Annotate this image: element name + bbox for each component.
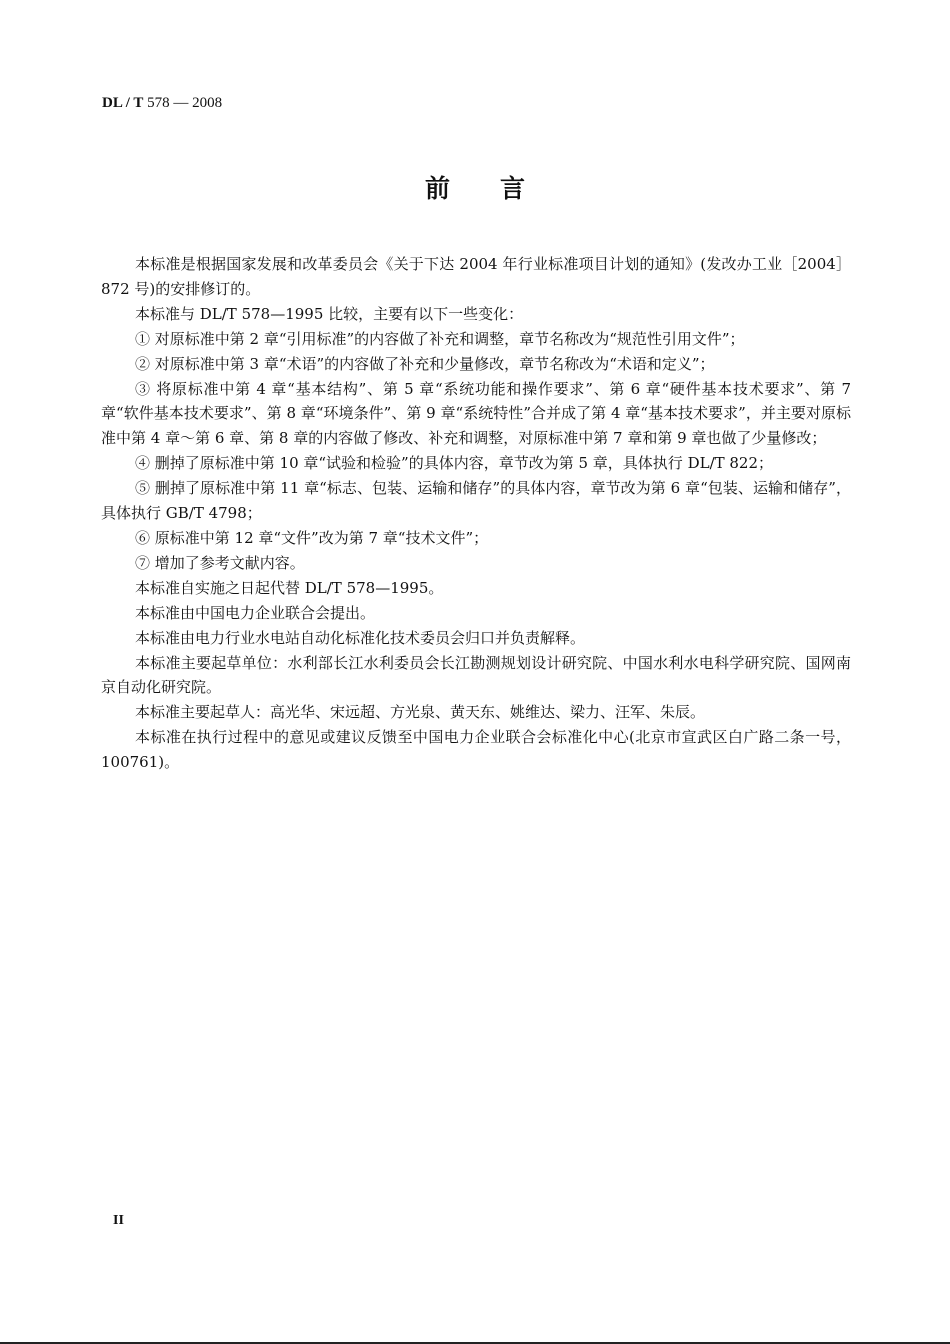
standard-code-prefix: DL / T [102,95,144,111]
change-item-4: ④ 删掉了原标准中第 10 章“试验和检验”的具体内容，章节改为第 5 章，具体执行 DL/T 822； [135,454,774,473]
paragraph-2: 本标准与 DL/T 578—1995 比较，主要有以下一些变化： [135,304,524,323]
change-item-2: ② 对原标准中第 3 章“术语”的内容做了补充和少量修改，章节名称改为“术语和定义”； [135,354,715,373]
paragraph-drafting-units: 本标准主要起草单位：水利部长江水利委员会长江勘测规划设计研究院、中国水利水电科学研究院、国网南京自动化研究院。 [101,653,851,697]
page-title: 前言 [424,174,575,203]
paragraph-feedback: 本标准在执行过程中的意见或建议反馈至中国电力企业联合会标准化中心(北京市宣武区白广路二条一号，100761)。 [101,728,851,772]
paragraph-proposer: 本标准由中国电力企业联合会提出。 [135,603,376,622]
paragraph-replaces: 本标准自实施之日起代替 DL/T 578—1995。 [135,578,444,597]
paragraph-drafters: 本标准主要起草人：高光华、宋远超、方光泉、黄天东、姚维达、梁力、汪军、朱辰。 [135,703,706,722]
page-number: II [113,1213,124,1228]
change-item-5: ⑤ 删掉了原标准中第 11 章“标志、包装、运输和储存”的具体内容，章节改为第 6 章“包装、运输和储存”，具体执行 GB/T 4798； [101,479,851,523]
foreword-body [101,252,851,775]
change-item-3: ③ 将原标准中第 4 章“基本结构”、第 5 章“系统功能和操作要求”、第 6 章“硬件基本技术要求”、第 7 章“软件基本技术要求”、第 8 章“环境条件”、第 9 章“系统特性”合并成了第 4 章“基本技术要求”，并主要对原标准中第 4 章～第 6 章、第 8 章的内容做了修改、补充和调整，对原标准中第 7 章和第 9 章也做了少量修改； [101,379,851,448]
change-item-6: ⑥ 原标准中第 12 章“文件”改为第 7 章“技术文件”； [135,528,489,547]
change-item-1: ① 对原标准中第 2 章“引用标准”的内容做了补充和调整，章节名称改为“规范性引用文件”； [135,329,745,348]
change-item-7: ⑦ 增加了参考文献内容。 [135,553,305,572]
paragraph-committee: 本标准由电力行业水电站自动化标准化技术委员会归口并负责解释。 [135,628,586,647]
standard-code [102,92,222,114]
standard-code-suffix: 578 — 2008 [143,95,223,111]
paragraph-1: 本标准是根据国家发展和改革委员会《关于下达 2004 年行业标准项目计划的通知》(发改办工业［2004］872 号)的安排修订的。 [101,255,851,298]
